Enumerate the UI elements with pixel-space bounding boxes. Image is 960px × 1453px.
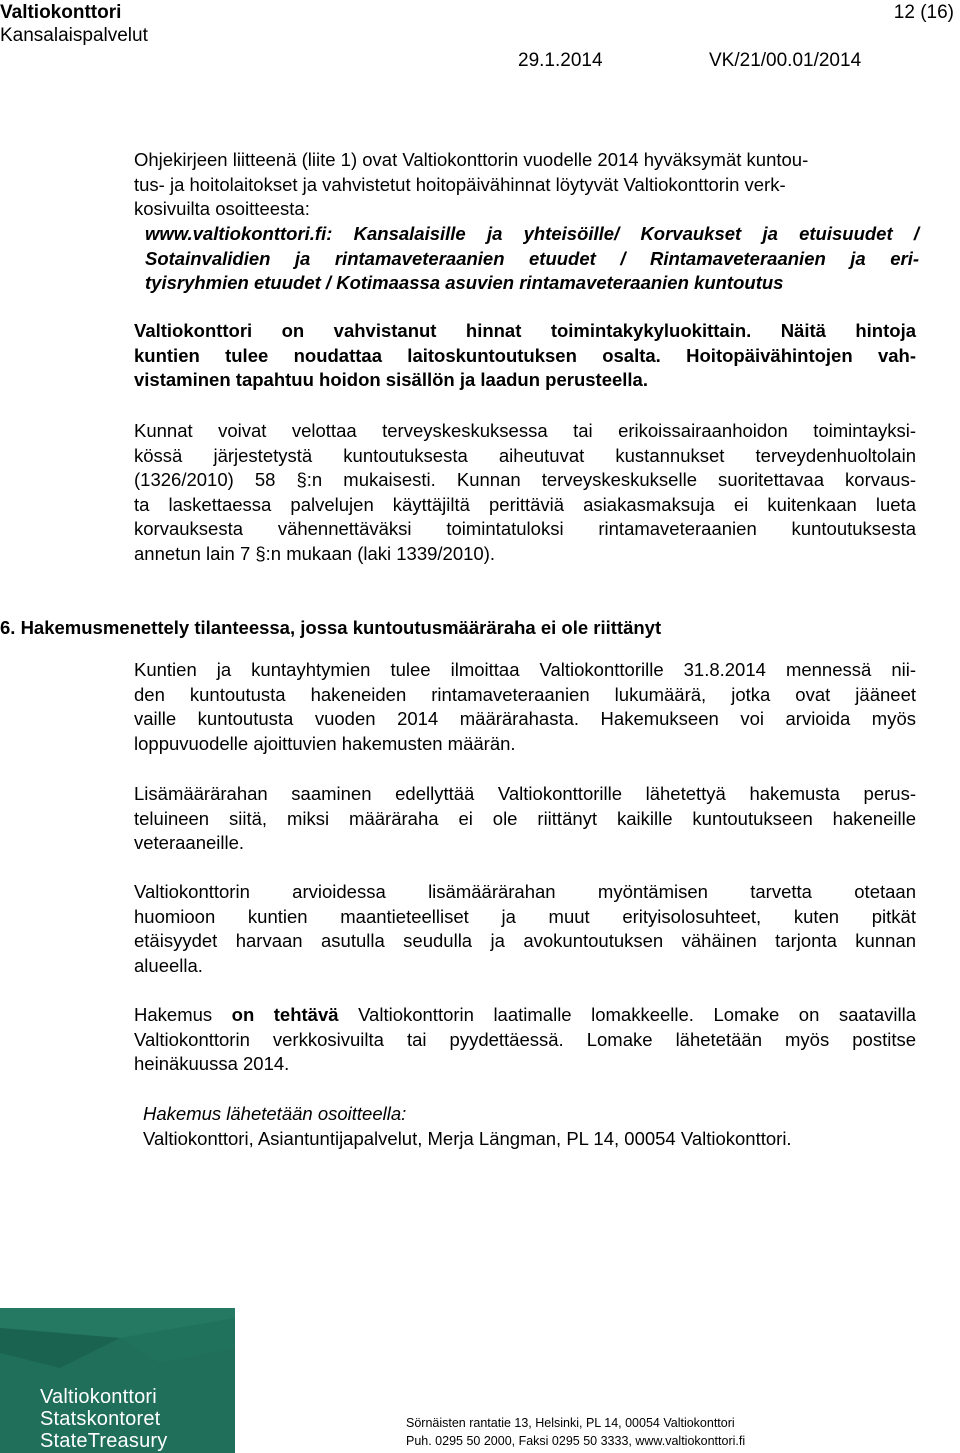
text-line: veteraaneille. xyxy=(134,832,245,853)
text-line: loppuvuodelle ajoittuvien hakemusten määrän. xyxy=(134,732,516,754)
link-line[interactable]: www.valtiokonttori.fi: Kansalaisille ja yhteisöille/ Korvaukset ja etuisuudet / xyxy=(145,223,919,244)
prices-paragraph xyxy=(134,319,916,393)
header-dept: Kansalaispalvelut xyxy=(0,25,148,46)
page-number: 12 (16) xyxy=(893,2,954,23)
emphasis-text: on tehtävä xyxy=(231,1004,339,1025)
text-line: korvauksesta vähennettäväksi toimintatuloksi rintamaveteraanien kuntoutuksesta xyxy=(134,518,916,539)
header-ref: VK/21/00.01/2014 xyxy=(709,50,862,71)
text-line: kuntien tulee noudattaa laitoskuntoutuksen osalta. Hoitopäivähintojen vah- xyxy=(134,344,916,366)
text-line: Valtiokonttorin verkkosivuilta tai pyydettäessä. Lomake lähetetään myös postitse xyxy=(134,1028,916,1050)
text-line: Valtiokonttorin arvioidessa lisämäärärahan myöntämisen tarvetta otetaan xyxy=(134,881,916,902)
text-line: Lisämäärärahan saaminen edellyttää Valtiokonttorille lähetettyä hakemusta perus- xyxy=(134,783,916,804)
logo-line-fi: Valtiokonttori xyxy=(40,1386,157,1408)
section-heading: 6. Hakemusmenettely tilanteessa, jossa kuntoutusmääräraha ei ole riittänyt xyxy=(0,617,662,638)
text-line: Valtiokonttori on vahvistanut hinnat toimintakykyluokittain. Näitä hintoja xyxy=(134,320,916,341)
text-line xyxy=(134,1003,916,1028)
text-line: tus- ja hoitolaitokset ja vahvistetut hoitopäivähinnat löytyvät Valtiokonttorin verk- xyxy=(134,173,786,195)
section6-paragraph-3 xyxy=(134,880,916,978)
text-line: (1326/2010) 58 §:n mukaisesti. Kunnan terveyskeskukselle suoritettavaa korvaus- xyxy=(134,469,916,490)
text-line: Ohjekirjeen liitteenä (liite 1) ovat Valtiokonttorin vuodelle 2014 hyväksymät kuntou- xyxy=(134,149,809,170)
footer-contact: Puh. 0295 50 2000, Faksi 0295 50 3333, www.valtiokonttori.fi xyxy=(406,1434,746,1448)
link-line[interactable]: Sotainvalidien ja rintamaveteraanien etuudet / Rintamaveteraanien ja eri- xyxy=(145,247,919,269)
address-label: Hakemus lähetetään osoitteella: xyxy=(143,1103,407,1124)
text-line: teluineen siitä, miksi määräraha ei ole riittänyt kaikille kuntoutukseen hakeneille xyxy=(134,807,916,829)
website-path[interactable] xyxy=(145,222,919,296)
text-line: kössä järjestetystä kuntoutuksesta aiheutuvat kustannukset terveydenhuoltolain xyxy=(134,444,916,466)
section6-paragraph-2 xyxy=(134,782,916,856)
section6-paragraph-4 xyxy=(134,1003,916,1077)
text-line: vistaminen tapahtuu hoidon sisällön ja laadun perusteella. xyxy=(134,369,648,390)
logo-line-en: StateTreasury xyxy=(40,1430,168,1452)
text-line: etäisyydet harvaan asutulla seudulla ja avokuntoutuksen vähäinen tarjonta kunnan xyxy=(134,930,916,951)
text-segment: Hakemus xyxy=(134,1004,232,1025)
footer-address: Sörnäisten rantatie 13, Helsinki, PL 14, 00054 Valtiokonttori xyxy=(406,1416,735,1430)
text-line: heinäkuussa 2014. xyxy=(134,1053,290,1074)
text-line: vaille kuntoutusta vuoden 2014 määrärahasta. Hakemukseen voi arvioida myös xyxy=(134,708,916,729)
text-line: Kuntien ja kuntayhtymien tulee ilmoittaa Valtiokonttorille 31.8.2014 mennessä nii- xyxy=(134,659,916,680)
text-line: den kuntoutusta hakeneiden rintamaveteraanien lukumäärä, jotka ovat jääneet xyxy=(134,683,916,705)
text-line: kosivuilta osoitteesta: xyxy=(134,198,310,219)
logo-line-sv: Statskontoret xyxy=(40,1408,161,1430)
municipalities-paragraph xyxy=(134,419,916,566)
text-line: huomioon kuntien maantieteelliset ja muut erityisolosuhteet, kuten pitkät xyxy=(134,905,916,927)
header-org: Valtiokonttori xyxy=(0,2,122,23)
intro-paragraph xyxy=(134,148,916,222)
text-segment: Valtiokonttorin laatimalle lomakkeelle. Lomake on saatavilla xyxy=(338,1004,916,1025)
text-line: Kunnat voivat velottaa terveyskeskuksessa tai erikoissairaanhoidon toimintayksi- xyxy=(134,420,916,441)
address: Valtiokonttori, Asiantuntijapalvelut, Merja Längman, PL 14, 00054 Valtiokonttori. xyxy=(143,1128,792,1149)
header-date: 29.1.2014 xyxy=(518,50,603,71)
section6-paragraph-1 xyxy=(134,658,916,756)
text-line: annetun lain 7 §:n mukaan (laki 1339/2010). xyxy=(134,542,496,564)
text-line: alueella. xyxy=(134,954,203,976)
link-line[interactable]: tyisryhmien etuudet / Kotimaassa asuvien rintamaveteraanien kuntoutus xyxy=(145,272,784,293)
valtiokonttori-logo xyxy=(0,1308,235,1453)
text-line: ta laskettaessa palvelujen käyttäjiltä perittäviä asiakasmaksuja ei kuitenkaan lueta xyxy=(134,493,916,515)
